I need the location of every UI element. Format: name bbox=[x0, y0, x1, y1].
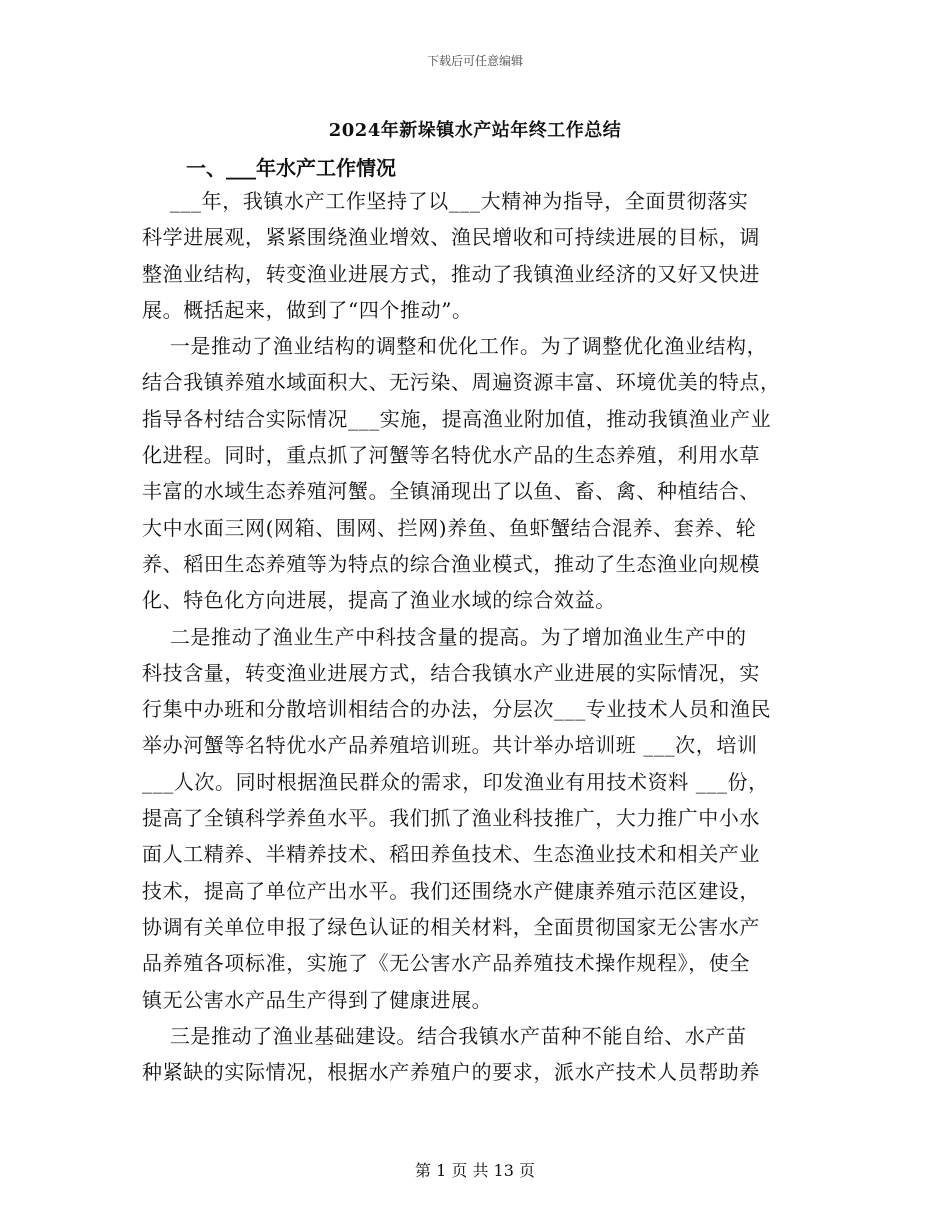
body-line: 技术，提高了单位产出水平。我们还围绕水产健康养殖示范区建设， bbox=[142, 878, 760, 903]
body-line: 化进程。同时，重点抓了河蟹等名特优水产品的生态养殖，利用水草 bbox=[142, 443, 760, 468]
body-line: 展。概括起来，做到了“四个推动”。 bbox=[142, 297, 473, 322]
body-line: 提高了全镇科学养鱼水平。我们抓了渔业科技推广，大力推广中小水 bbox=[142, 806, 760, 831]
body-line: 指导各村结合实际情况___实施，提高渔业附加值，推动我镇渔业产业 bbox=[142, 406, 772, 431]
body-line: 大中水面三网(网箱、围网、拦网)养鱼、鱼虾蟹结合混养、套养、轮 bbox=[142, 515, 757, 540]
body-line: 三是推动了渔业基础建设。结合我镇水产苗种不能自给、水产苗 bbox=[142, 1023, 747, 1048]
body-line: 丰富的水域生态养殖河蟹。全镇涌现出了以鱼、畜、禽、种植结合、 bbox=[142, 479, 760, 504]
body-line: 品养殖各项标准，实施了《无公害水产品养殖技术操作规程》，使全 bbox=[142, 951, 750, 976]
body-line: 二是推动了渔业生产中科技含量的提高。为了增加渔业生产中的 bbox=[142, 624, 747, 649]
page-footer: 第 1 页 共 13 页 bbox=[415, 1161, 535, 1180]
header-note: 下载后可任意编辑 bbox=[426, 54, 523, 68]
body-line: ___人次。同时根据渔民群众的需求，印发渔业有用技术资料 ___份， bbox=[142, 769, 769, 794]
body-line: ___年，我镇水产工作坚持了以___大精神为指导，全面贯彻落实 bbox=[142, 189, 749, 213]
body-line: 镇无公害水产品生产得到了健康进展。 bbox=[142, 987, 493, 1012]
body-line: 科技含量，转变渔业进展方式，结合我镇水产业进展的实际情况，实 bbox=[142, 660, 760, 685]
document-title: 2024年新垛镇水产站年终工作总结 bbox=[328, 120, 622, 141]
body-line: 种紧缺的实际情况，根据水产养殖户的要求，派水产技术人员帮助养 bbox=[142, 1060, 760, 1085]
body-line: 面人工精养、半精养技术、稻田养鱼技术、生态渔业技术和相关产业 bbox=[142, 842, 760, 867]
body-line: 科学进展观，紧紧围绕渔业增效、渔民增收和可持续进展的目标，调 bbox=[142, 225, 760, 250]
body-line: 结合我镇养殖水域面积大、无污染、周遍资源丰富、环境优美的特点， bbox=[142, 370, 781, 395]
body-line: 养、稻田生态养殖等为特点的综合渔业模式，推动了生态渔业向规模 bbox=[142, 551, 760, 576]
section-heading: 一、___年水产工作情况 bbox=[186, 156, 396, 180]
body-line: 举办河蟹等名特优水产品养殖培训班。共计举办培训班 ___次，培训 bbox=[142, 733, 758, 758]
body-line: 一是推动了渔业结构的调整和优化工作。为了调整优化渔业结构， bbox=[142, 334, 768, 359]
body-line: 化、特色化方向进展，提高了渔业水域的综合效益。 bbox=[142, 588, 616, 613]
body-line: 行集中办班和分散培训相结合的办法，分层次___专业技术人员和渔民 bbox=[142, 697, 772, 722]
document-body bbox=[142, 183, 810, 1090]
body-line: 协调有关单位申报了绿色认证的相关材料，全面贯彻国家无公害水产 bbox=[142, 914, 760, 939]
body-line: 整渔业结构，转变渔业进展方式，推动了我镇渔业经济的又好又快进 bbox=[142, 261, 760, 286]
